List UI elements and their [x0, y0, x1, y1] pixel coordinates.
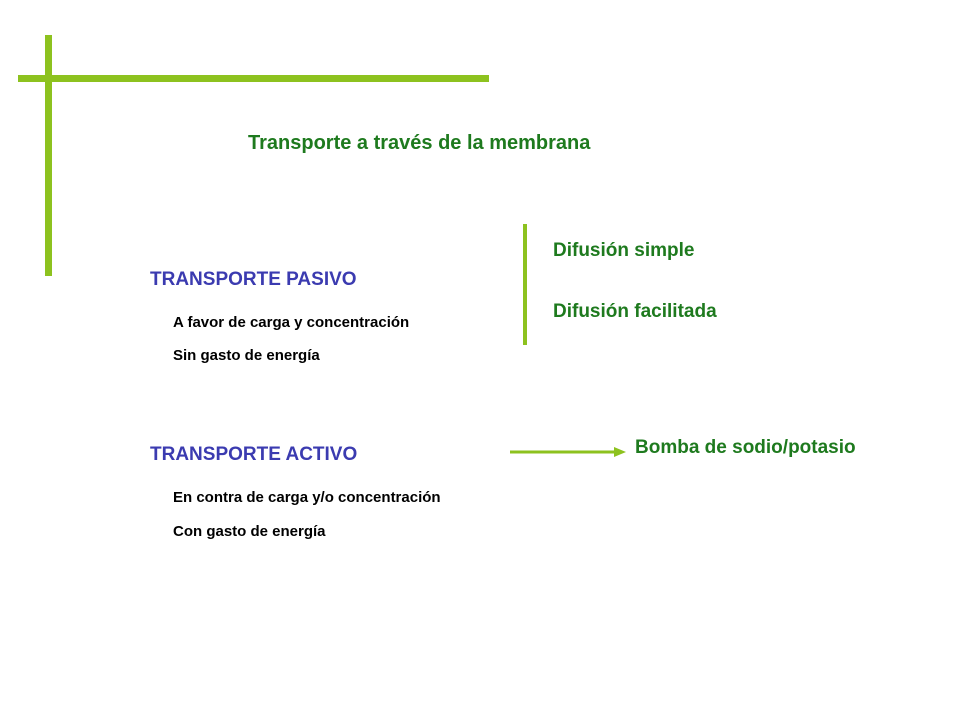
slide-title: Transporte a través de la membrana	[248, 132, 591, 154]
passive-detail-2: Sin gasto de energía	[173, 347, 320, 364]
arrow-right-icon	[510, 444, 626, 460]
passive-transport-heading: TRANSPORTE PASIVO	[150, 269, 357, 290]
sodium-potassium-pump-label: Bomba de sodio/potasio	[635, 437, 856, 458]
active-detail-2: Con gasto de energía	[173, 523, 326, 540]
active-transport-heading: TRANSPORTE ACTIVO	[150, 444, 358, 465]
decorative-horizontal-bar	[18, 75, 489, 82]
simple-diffusion-label: Difusión simple	[553, 240, 695, 261]
passive-mechanisms-bracket	[523, 224, 527, 345]
facilitated-diffusion-label: Difusión facilitada	[553, 301, 717, 322]
passive-detail-1: A favor de carga y concentración	[173, 314, 410, 331]
active-detail-1: En contra de carga y/o concentración	[173, 489, 441, 506]
decorative-vertical-bar	[45, 35, 52, 276]
